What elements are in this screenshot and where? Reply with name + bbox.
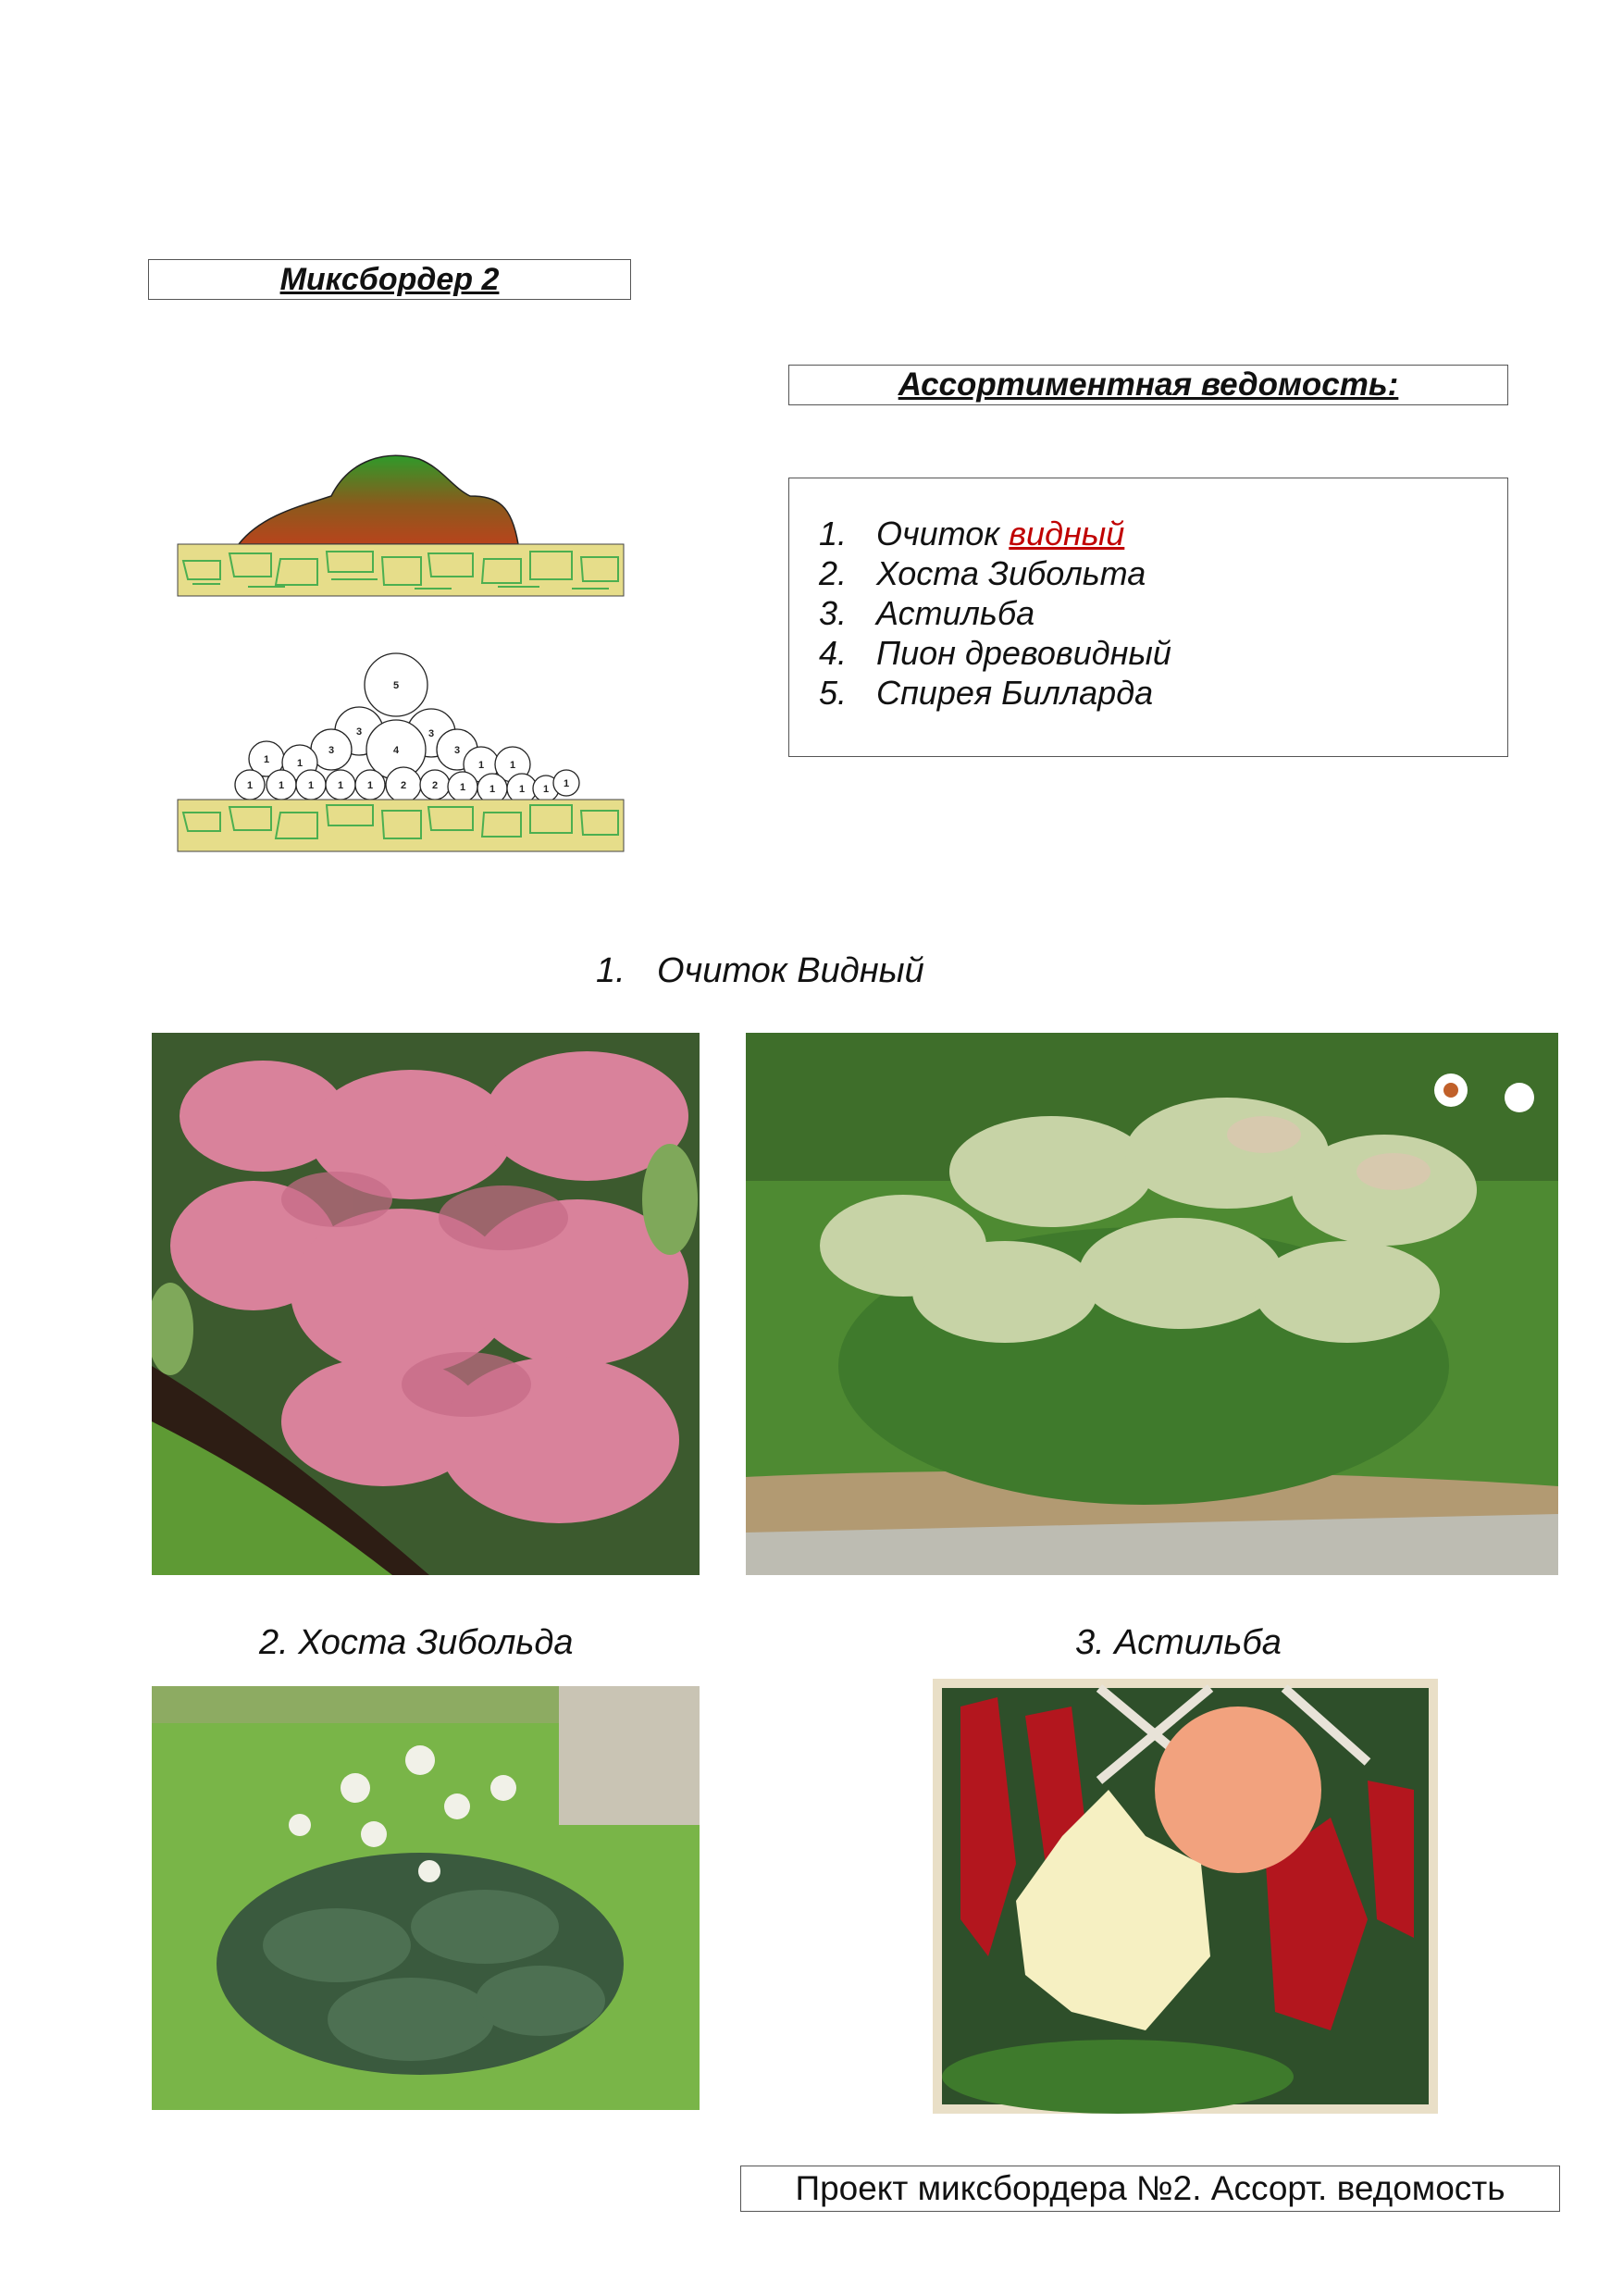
circle-label: 1 xyxy=(246,780,254,791)
circle-label: 1 xyxy=(337,780,344,791)
plant-circles xyxy=(235,653,579,803)
circle-label: 1 xyxy=(263,754,270,765)
circle-label: 1 xyxy=(489,784,496,795)
mixborder-elevation-drawing xyxy=(174,441,627,598)
title-box xyxy=(148,259,631,300)
circle-label: 1 xyxy=(542,784,550,795)
list-item-text: Спирея Билларда xyxy=(876,674,1154,712)
footer-text: Проект миксбордера №2. Ассорт. ведомость xyxy=(795,2169,1505,2207)
page-title: Миксбордер 2 xyxy=(279,262,500,297)
circle-label: 3 xyxy=(427,728,435,739)
astilbe-photo xyxy=(933,1679,1438,2114)
circle-label: 3 xyxy=(355,726,363,738)
assortment-list-box xyxy=(788,478,1508,757)
circle-label: 1 xyxy=(459,782,466,793)
assortment-heading: Ассортиментная ведомость: xyxy=(898,366,1399,403)
circle-label: 2 xyxy=(400,780,407,791)
sedum-pink-photo xyxy=(152,1033,700,1575)
section-caption-hosta: 2. Хоста Зибольда xyxy=(259,1623,574,1662)
section-number: 1. xyxy=(596,951,626,990)
circle-label: 5 xyxy=(392,680,400,691)
list-item-text: Очиток xyxy=(876,515,1010,552)
plant-mass-silhouette xyxy=(239,455,518,544)
section-caption-sedum xyxy=(596,951,924,991)
assortment-heading-box xyxy=(788,365,1508,405)
assortment-list xyxy=(819,514,1171,713)
circle-label: 1 xyxy=(307,780,315,791)
sedum-green-photo xyxy=(746,1033,1558,1575)
circle-label: 1 xyxy=(563,778,570,789)
list-item xyxy=(819,514,1171,553)
list-item-number: 1. xyxy=(819,515,848,552)
circle-label: 3 xyxy=(453,745,461,756)
circle-label: 1 xyxy=(518,784,526,795)
mixborder-planting-scheme xyxy=(174,648,627,855)
circle-label: 2 xyxy=(431,780,439,791)
list-item-number: 4. xyxy=(819,634,848,672)
circle-label: 4 xyxy=(392,745,400,756)
circle-label: 1 xyxy=(509,760,516,771)
list-item-number: 2. xyxy=(819,554,848,592)
hosta-photo xyxy=(152,1686,700,2110)
list-item-text: Астильба xyxy=(876,594,1035,632)
list-item xyxy=(819,673,1171,713)
list-item xyxy=(819,593,1171,633)
circle-label: 1 xyxy=(477,760,485,771)
list-item xyxy=(819,633,1171,673)
section-title: Очиток Видный xyxy=(657,951,924,990)
circle-label: 3 xyxy=(328,745,335,756)
section-caption-astilbe: 3. Астильба xyxy=(1075,1623,1282,1662)
circle-label: 1 xyxy=(296,758,304,769)
circle-label: 1 xyxy=(366,780,374,791)
circle-label: 1 xyxy=(278,780,285,791)
footer-box xyxy=(740,2166,1560,2212)
list-item-link[interactable]: видный xyxy=(1009,515,1125,552)
list-item-text: Хоста Зибольта xyxy=(876,554,1146,592)
list-item xyxy=(819,553,1171,593)
list-item-number: 5. xyxy=(819,674,848,712)
list-item-text: Пион древовидный xyxy=(876,634,1171,672)
list-item-number: 3. xyxy=(819,594,848,632)
